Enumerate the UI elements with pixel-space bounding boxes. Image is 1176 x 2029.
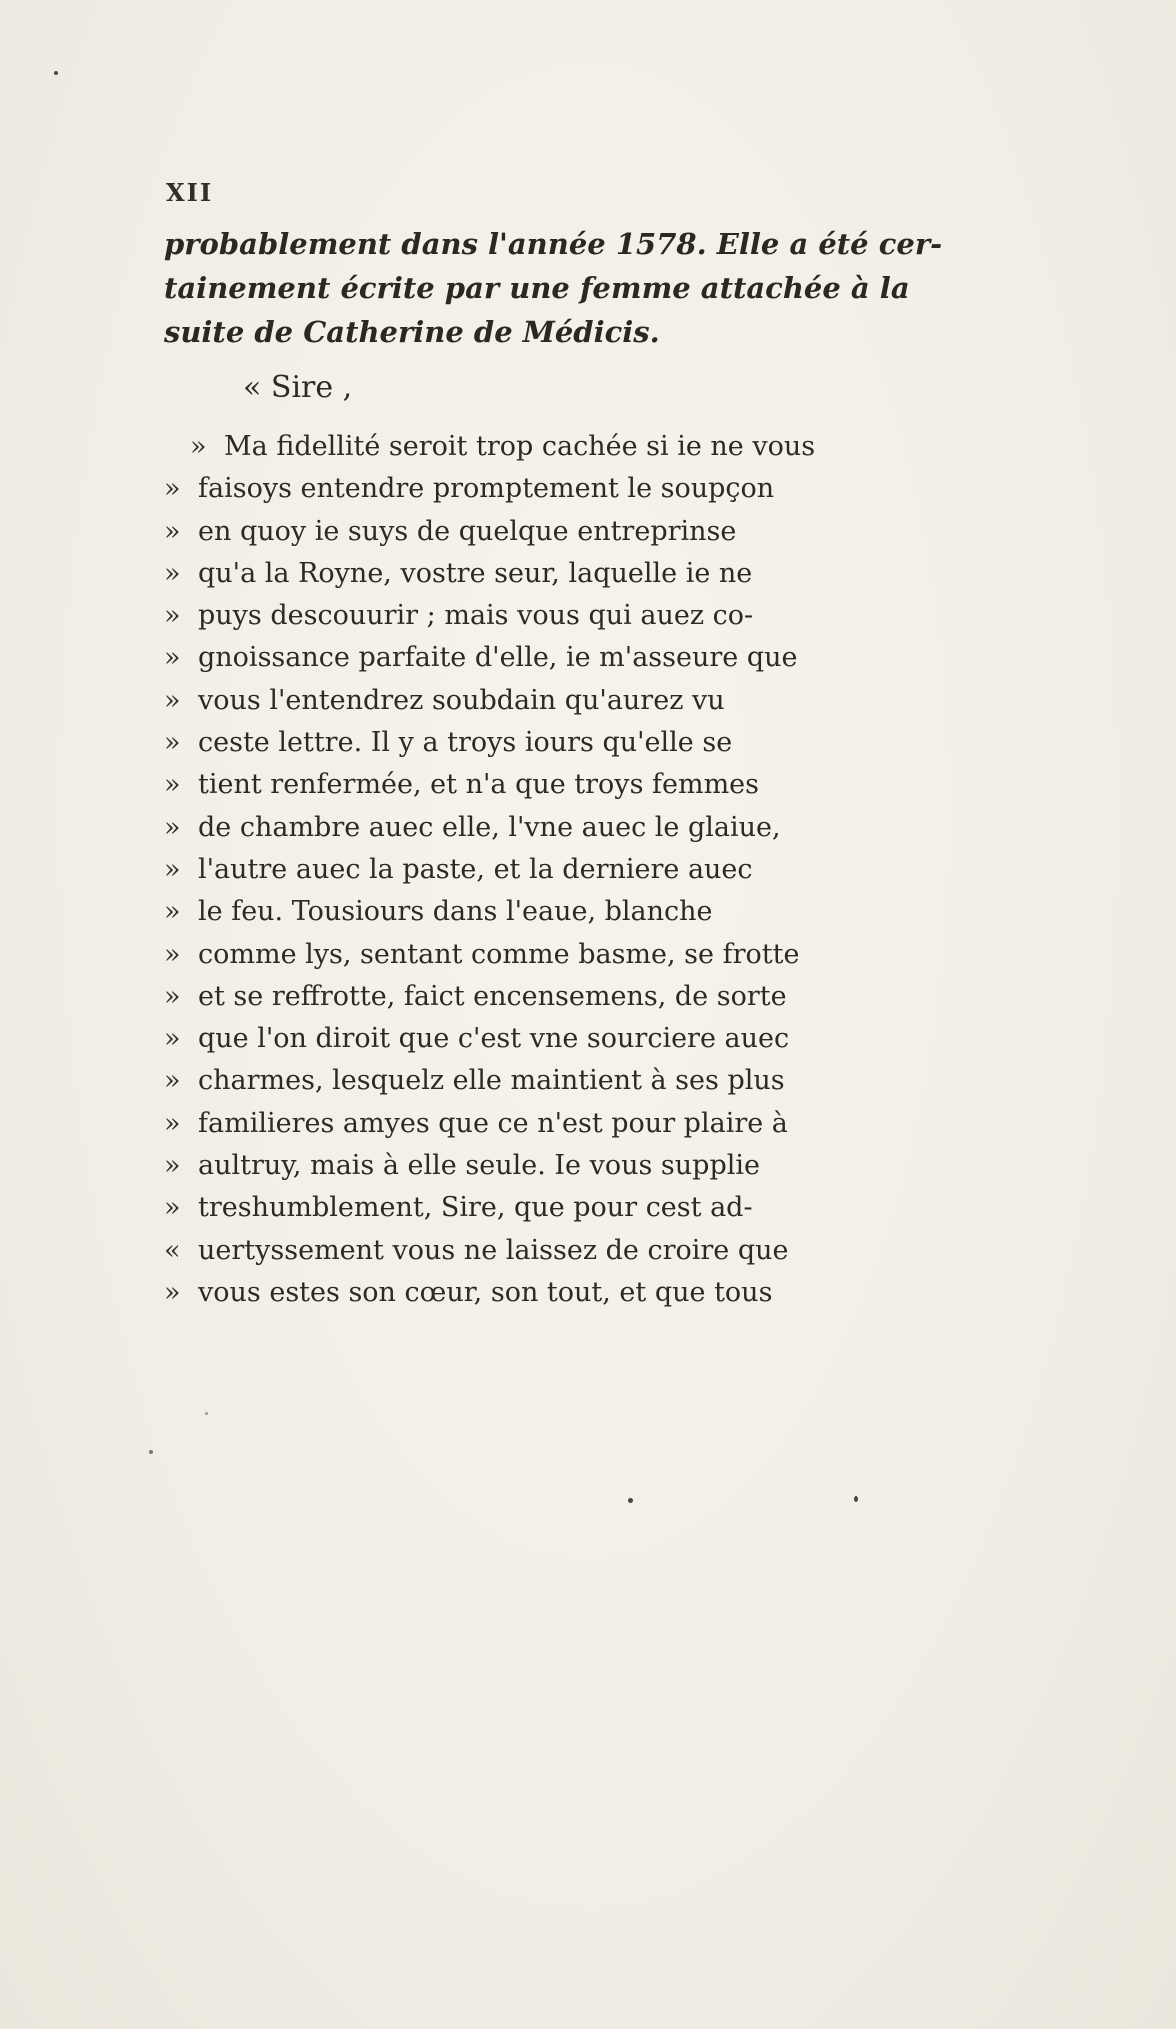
letter-line-text: de chambre auec elle, l'vne auec le glaiue, (198, 811, 781, 843)
letter-line-text: aultruy, mais à elle seule. Ie vous supplie (198, 1150, 760, 1182)
letter-line (164, 1018, 815, 1060)
quote-marker: » (164, 769, 181, 801)
letter-line (164, 468, 815, 510)
letter-line-text: vous l'entendrez soubdain qu'aurez vu (198, 684, 725, 716)
quote-marker: « (164, 1234, 181, 1266)
salutation: « Sire , (243, 370, 353, 405)
letter-line (164, 1103, 815, 1145)
letter-line (164, 1145, 815, 1187)
letter-line (164, 764, 815, 806)
quote-marker: » (164, 1107, 181, 1139)
intro-line: tainement écrite par une femme attachée à la (164, 271, 910, 305)
letter-line (164, 553, 815, 595)
quote-marker: » (164, 684, 181, 716)
quote-marker: » (164, 853, 181, 885)
intro-line: probablement dans l'année 1578. Elle a été cer- (164, 227, 943, 261)
quote-marker: » (164, 938, 181, 970)
quote-marker: » (164, 896, 181, 928)
letter-line-text: tient renfermée, et n'a que troys femmes (198, 769, 760, 801)
quote-marker: » (164, 515, 181, 547)
letter-line (164, 722, 815, 764)
letter-line (164, 637, 815, 679)
letter-line (164, 1187, 815, 1229)
quote-marker: » (164, 980, 181, 1012)
ink-speck (628, 1498, 633, 1503)
letter-body (164, 426, 815, 1314)
letter-line-text: vous estes son cœur, son tout, et que tous (198, 1276, 773, 1308)
quote-marker: » (164, 557, 181, 589)
quote-marker: » (164, 600, 181, 632)
letter-line (164, 1060, 815, 1102)
quote-marker: » (190, 431, 207, 462)
letter-line-text: treshumblement, Sire, que pour cest ad- (198, 1192, 753, 1224)
page-number: XII (166, 178, 214, 207)
letter-line (164, 680, 815, 722)
letter-line (164, 595, 815, 637)
quote-marker: » (164, 642, 181, 674)
letter-line-text: familieres amyes que ce n'est pour plaire à (198, 1107, 788, 1139)
letter-line-text: en quoy ie suys de quelque entreprinse (198, 515, 737, 547)
ink-speck (205, 1412, 208, 1415)
letter-line-text: qu'a la Royne, vostre seur, laquelle ie ne (198, 557, 753, 589)
ink-speck (54, 71, 58, 75)
letter-line (164, 849, 815, 891)
letter-line-text: faisoys entendre promptement le soupçon (198, 473, 775, 505)
letter-line-text: uertyssement vous ne laissez de croire que (198, 1234, 789, 1266)
ink-speck (149, 1450, 153, 1454)
letter-line-text: Ma fidellité seroit trop cachée si ie ne vous (224, 431, 816, 462)
quote-marker: » (164, 811, 181, 843)
quote-marker: » (164, 1276, 181, 1308)
quote-marker: » (164, 1150, 181, 1182)
quote-marker: » (164, 1065, 181, 1097)
letter-line-text: le feu. Tousiours dans l'eaue, blanche (198, 896, 713, 928)
intro-paragraph (164, 222, 942, 354)
letter-line-text: comme lys, sentant comme basme, se frotte (198, 938, 800, 970)
letter-line (164, 426, 815, 468)
letter-line (164, 891, 815, 933)
quote-marker: » (164, 1192, 181, 1224)
letter-line (164, 1272, 815, 1314)
quote-marker: » (164, 473, 181, 505)
letter-line-text: l'autre auec la paste, et la derniere auec (198, 853, 753, 885)
letter-line (164, 807, 815, 849)
letter-line-text: charmes, lesquelz elle maintient à ses plus (198, 1065, 785, 1097)
letter-line-text: puys descouurir ; mais vous qui auez co- (198, 600, 754, 632)
letter-line (164, 934, 815, 976)
ink-speck (854, 1496, 858, 1502)
intro-line: suite de Catherine de Médicis. (164, 315, 660, 349)
letter-line-text: que l'on diroit que c'est vne sourciere auec (198, 1023, 790, 1055)
letter-line-text: et se reffrotte, faict encensemens, de sorte (198, 980, 787, 1012)
letter-line (164, 1230, 815, 1272)
quote-marker: » (164, 1023, 181, 1055)
quote-marker: » (164, 727, 181, 759)
letter-line (164, 976, 815, 1018)
letter-line-text: ceste lettre. Il y a troys iours qu'elle se (198, 727, 733, 759)
letter-line-text: gnoissance parfaite d'elle, ie m'asseure que (198, 642, 798, 674)
letter-line (164, 511, 815, 553)
